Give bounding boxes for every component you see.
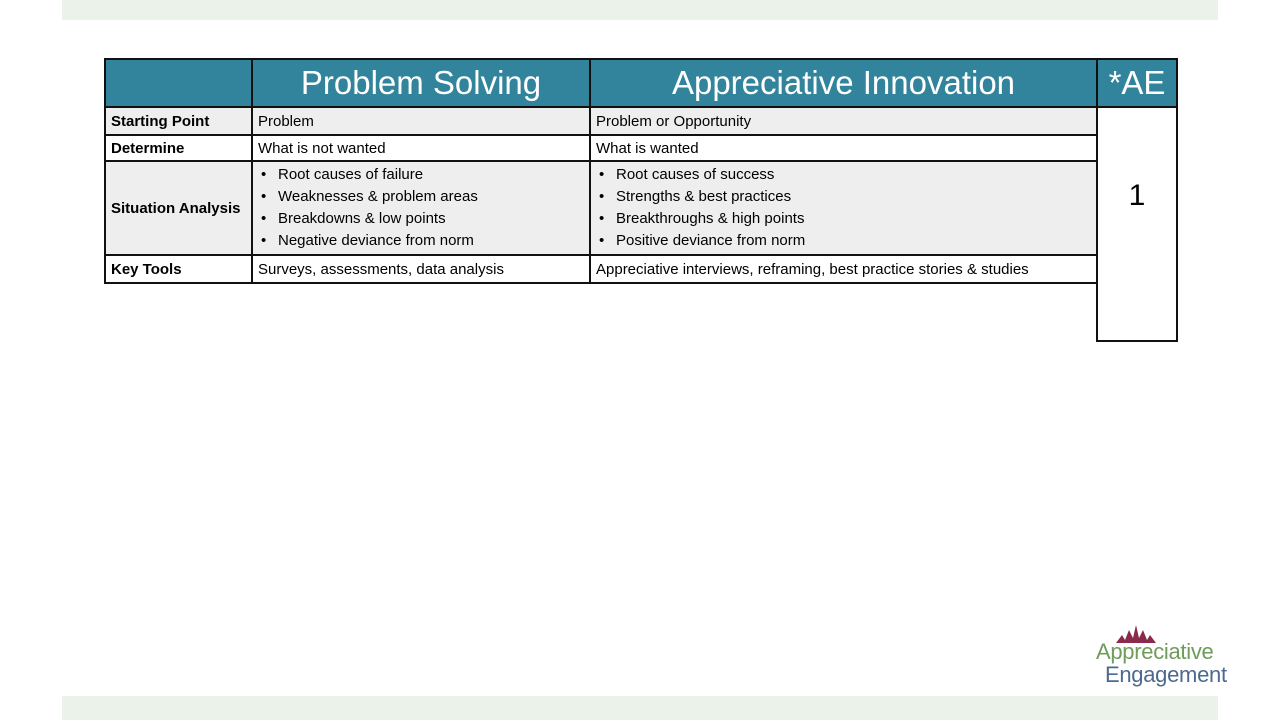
- row-label-determine: Determine: [105, 135, 252, 161]
- table-row: [105, 107, 1177, 135]
- header-empty-cell: [105, 59, 252, 107]
- cell-key-tools-appreciative: Appreciative interviews, reframing, best practice stories & studies: [590, 255, 1097, 283]
- list-item: • Root causes of failure: [258, 164, 589, 186]
- appreciative-engagement-logo: [1092, 624, 1242, 688]
- appreciative-bullet-list: [596, 164, 1096, 252]
- list-item: • Strengths & best practices: [596, 186, 1096, 208]
- row-label-key-tools: Key Tools: [105, 255, 252, 283]
- header-ae: *AE: [1097, 59, 1177, 107]
- row-label-starting-point: Starting Point: [105, 107, 252, 135]
- problem-bullet-list: [258, 164, 589, 252]
- list-item: • Root causes of success: [596, 164, 1096, 186]
- header-row: [105, 59, 1177, 107]
- table-row: [105, 135, 1177, 161]
- list-item: • Weaknesses & problem areas: [258, 186, 589, 208]
- header-appreciative-innovation: Appreciative Innovation: [590, 59, 1097, 107]
- cell-starting-point-appreciative: Problem or Opportunity: [590, 107, 1097, 135]
- ae-value-cell: 1: [1097, 107, 1177, 283]
- table-row: [105, 255, 1177, 283]
- ae-extension-row: [105, 283, 1177, 341]
- table-row: [105, 161, 1177, 255]
- header-problem-solving: Problem Solving: [252, 59, 590, 107]
- cell-determine-appreciative: What is wanted: [590, 135, 1097, 161]
- list-item: • Negative deviance from norm: [258, 230, 589, 252]
- logo-text-appreciative: Appreciative: [1096, 639, 1214, 664]
- list-item: • Breakthroughs & high points: [596, 208, 1096, 230]
- cell-determine-problem: What is not wanted: [252, 135, 590, 161]
- ae-extension-cell: [1097, 283, 1177, 341]
- logo-text-engagement: Engagement: [1105, 662, 1227, 687]
- row-label-situation-analysis: Situation Analysis: [105, 161, 252, 255]
- cell-starting-point-problem: Problem: [252, 107, 590, 135]
- list-item: • Positive deviance from norm: [596, 230, 1096, 252]
- list-item: • Breakdowns & low points: [258, 208, 589, 230]
- comparison-table: [104, 58, 1178, 342]
- cell-situation-appreciative: [590, 161, 1097, 255]
- cell-key-tools-problem: Surveys, assessments, data analysis: [252, 255, 590, 283]
- top-band: [62, 0, 1218, 20]
- cell-situation-problem: [252, 161, 590, 255]
- bottom-band: [62, 696, 1218, 720]
